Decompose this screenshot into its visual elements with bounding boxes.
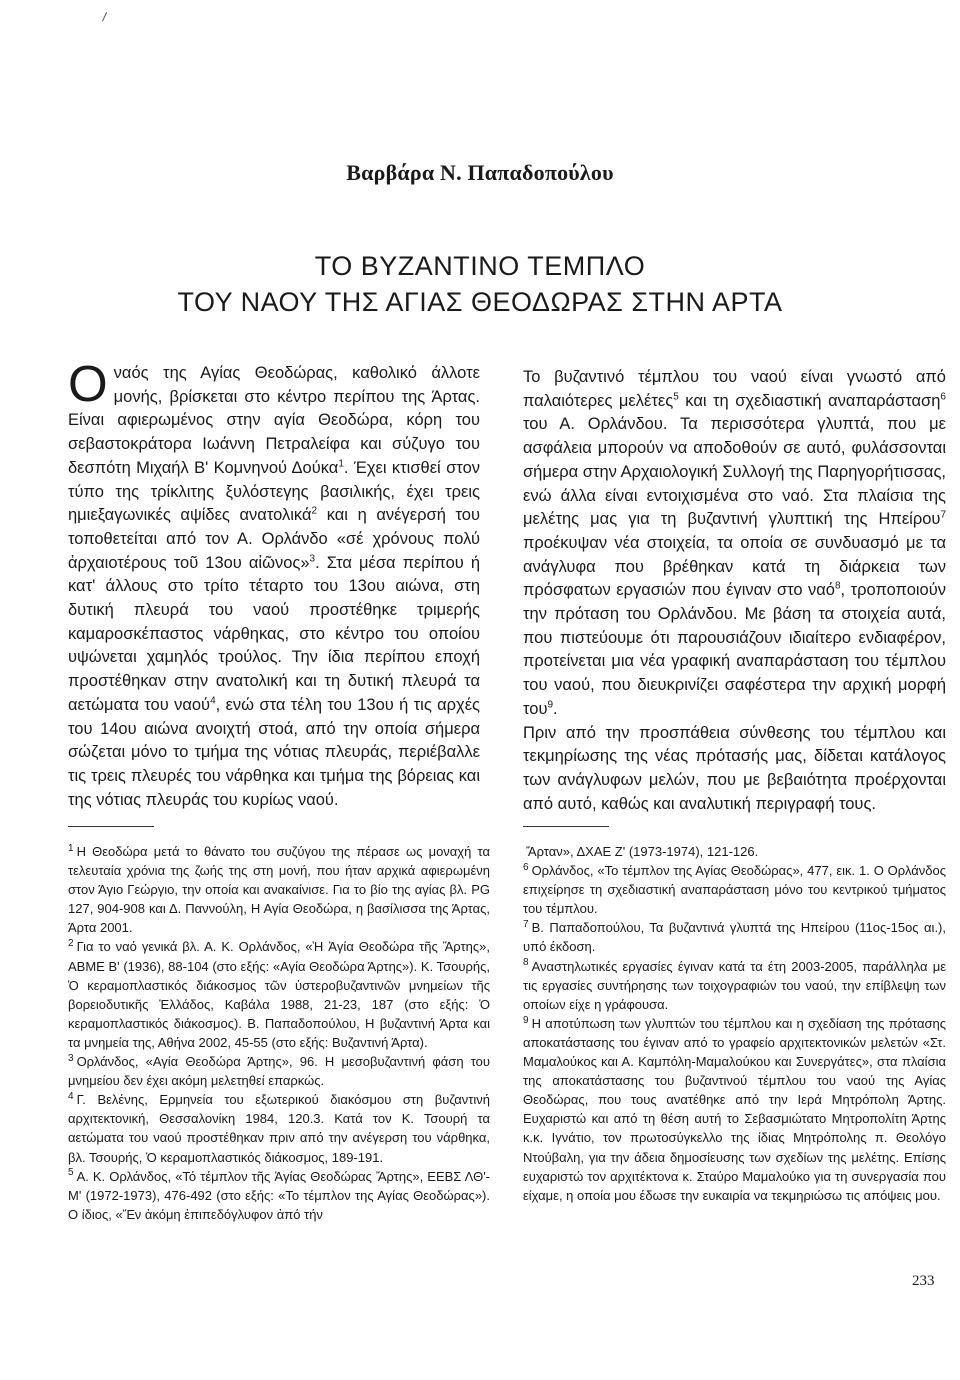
- footnote-ref: 2: [311, 505, 318, 517]
- body-paragraph: [523, 366, 946, 722]
- footnote: [523, 861, 946, 918]
- footnote-number: 5: [68, 1167, 74, 1179]
- footnote-ref: 5: [673, 391, 679, 403]
- footnote: [523, 918, 946, 956]
- body-text: , ενώ στα τέλη του 13ου ή τις αρχές του 14ου αιώνα ανοιχτή στοά, από την οποία σήμερα σώζεται μόνο το τμήμα της νότιας πλευράς, περιέβαλλε τις τρεις πλευρές του νάρθηκα και τμήμα της βόρειας και της νότιας πλευράς του κυρίως ναού.: [68, 695, 481, 809]
- body-paragraph: Πριν από την προσπάθεια σύνθεσης του τέμπλου και τεκμηρίωσης της νέας πρότασής μας, δίδεται κατάλογος των ανάγλυφων μελών, που με βεβαιότητα προέρχονται από αυτό, καθώς και αναλυτική περιγραφή τους.: [523, 723, 946, 813]
- body-text: προέκυψαν νέα στοιχεία, τα οποία σε συνδυασμό με τα ανάγλυφα που βρέθηκαν κατά τη διάρκεια των πρόσφατων εργασιών που έγιναν στο ναό: [523, 533, 946, 600]
- page-number: 233: [912, 1273, 935, 1289]
- footnote: [523, 842, 946, 861]
- footnote-text: Α. Κ. Ορλάνδος, «Τό τέμπλον τῆς Ἁγίας Θεοδώρας Ἄρτης», ΕΕΒΣ ΛΘ'-Μ' (1972-1973), 476-492 (στο εξής: «Το τέμπλον της Αγίας Θεοδώρας»). Ο ίδιος, «Ἔν ἀκόμη ἐπιπεδόγλυφον ἀπό τήν: [68, 1168, 490, 1222]
- footnote: [68, 1052, 490, 1090]
- footnote-text: Αναστηλωτικές εργασίες έγιναν κατά τα έτη 2003-2005, παράλληλα με τις εργασίες συντήρησης των τοιχογραφιών του ναού, την επίβλεψη των οποίων είχε η γράφουσα.: [523, 958, 946, 1012]
- body-text: .: [553, 699, 558, 718]
- footnote-ref: 7: [940, 509, 946, 521]
- body-text: , τροποποιούν την πρόταση του Ορλάνδου. Με βάση τα στοιχεία αυτά, που πιστεύουμε ότι παρουσιάζουν ιδιαίτερο ενδιαφέρον, προτείνεται μια νέα γραφική αναπαράσταση του τέμπλου του ναού, που διευκρινίζει σαφέστερα την αρχική μορφή του: [523, 581, 946, 718]
- footnote-text: Β. Παπαδοπούλου, Τα βυζαντινά γλυπτά της Ηπείρου (11ος-15ος αι.), υπό έκδοση.: [523, 920, 946, 955]
- footnote-text: Ορλάνδος, «Το τέμπλον της Αγίας Θεοδώρας», 477, εικ. 1. Ο Ορλάνδος επιχείρησε τη σχεδιαστική αναπαράσταση μόνο του κεντρικού τμήματος του τέμπλου.: [523, 863, 946, 917]
- footnote-number: 1: [68, 842, 74, 854]
- author-name: Βαρβάρα Ν. Παπαδοπούλου: [346, 160, 614, 185]
- footnote-number: 7: [523, 919, 529, 931]
- footnote-number: 3: [68, 1052, 74, 1064]
- footnote: [523, 1014, 946, 1205]
- footnote-ref: 9: [547, 699, 554, 711]
- body-text: και η ανέγερσή του τοποθετείται από τον Α. Ορλάνδο «σέ χρόνους πολύ ἀρχαιοτέρους τοῦ 13ου αἰῶνος»: [68, 506, 480, 572]
- footnote: [68, 937, 490, 1052]
- footnote: [68, 842, 490, 937]
- body-text: και τη σχεδιαστική αναπαράσταση: [678, 391, 941, 410]
- footnote-ref: 8: [834, 580, 841, 592]
- footnote-text: Ορλάνδος, «Αγία Θεοδώρα Άρτης», 96. Η μεσοβυζαντινή φάση του μνημείου δεν έχει ακόμη μελετηθεί επαρκώς.: [68, 1054, 490, 1089]
- footnote-text: Η αποτύπωση των γλυπτών του τέμπλου και η σχεδίαση της πρότασης αποκατάστασης του έγιναν από το γραφείο αρχιτεκτονικών μελετών «Στ. Μαμαλούκος και Α. Καμπόλη-Μαμαλούκου και Συνεργάτες», στα πλαίσια της αποκατάστασης του βυζαντινού τέμπλου του ναού της Αγίας Θεοδώρας, που τους ανατέθηκε από την Ιερά Μητρόπολη Άρτης. Ευχαριστώ και από τη θέση αυτή το Σεβασμιώτατο Μητροπολίτη Άρτης κ.κ. Ιγνάτιο, τον πρωτοσύγκελλο της ίδιας Μητρόπολης π. Θεολόγο Ντούβαλη, για την άδεια δημοσίευσης των σχεδίων της μελέτης. Επίσης ευχαριστώ τον αρχιτέκτονα κ. Σταύρο Μαμαλούκο για τη συνεργασία που είχαμε, η οποία μου έδωσε την ευκαιρία να τεκμηριώσω τις απόψεις μου.: [523, 1015, 946, 1203]
- body-text: . Στα μέσα περίπου ή κατ' άλλους στο τρίτο τέταρτο του 13ου αιώνα, στη δυτική πλευρά του ναού προστέθηκε τριμερής καμαροσκέπαστος νάρθηκας, στο κέντρο του οποίου υψώνεται χαμηλός τρούλος. Την ίδια περίπου εποχή προστέθηκαν στην ανατολική και τη δυτική πλευρά τα αετώματα του ναού: [68, 553, 481, 714]
- pencil-mark: [102, 12, 108, 22]
- footnote-text: Για το ναό γενικά βλ. Α. Κ. Ορλάνδος, «Ἡ Ἁγία Θεοδώρα τῆς Ἄρτης», ΑΒΜΕ Β' (1936), 88-104 (στο εξής: «Αγία Θεοδώρα Άρτης»). Κ. Τσουρής, Ὁ κεραμοπλαστικός διάκοσμος τῶν ὑστεροβυζαντινῶν μνημείων τῆς βορειοδυτικῆς Ἑλλάδος, Καβάλα 1988, 21-23, 187 (στο εξής: Ὁ κεραμοπλαστικός διάκοσμος). Β. Παπαδοπούλου, Η βυζαντινή Άρτα και τα μνημεία της, Αθήνα 2002, 45-55 (στο εξής: Βυζαντινή Άρτα).: [68, 939, 490, 1050]
- title-line-1: ΤΟ ΒΥΖΑΝΤΙΝΟ ΤΕΜΠΛΟ: [314, 251, 646, 281]
- footnote-text: Ἄρταν», ΔΧΑΕ Ζ' (1973-1974), 121-126.: [526, 844, 759, 859]
- footnote-ref: 1: [338, 458, 344, 470]
- footnote: [68, 1090, 490, 1166]
- footnote-text: Γ. Βελένης, Ερμηνεία του εξωτερικού διακόσμου στη βυζαντινή αρχιτεκτονική, Θεσσαλονίκη 1984, 120.3. Κατά τον Κ. Τσουρή τα αετώματα του ναού προστέθηκαν πριν από την ανέγερση του νάρθηκα, βλ. Τσουρής, Ὁ κεραμοπλαστικός διάκοσμος, 189-191.: [68, 1092, 490, 1165]
- footnote-ref: 6: [940, 391, 946, 403]
- title-line-2: ΤΟΥ ΝΑΟΥ ΤΗΣ ΑΓΙΑΣ ΘΕΟΔΩΡΑΣ ΣΤΗΝ ΑΡΤΑ: [177, 287, 783, 317]
- footnote-number: 8: [523, 957, 529, 969]
- footnote-text: Η Θεοδώρα μετά το θάνατο του συζύγου της πέρασε ως μοναχή τα τελευταία χρόνια της ζωής της στη μονή, που ήταν αρχικά αφιερωμένη στον Άγιο Γεώργιο, την οποία και ανακαίνισε. Για το βίο της αγίας βλ. PG 127, 904-908 και Δ. Παννούλη, Η Αγία Θεοδώρα, η βασίλισσα της Άρτας, Άρτα 2001.: [68, 844, 490, 936]
- drop-cap: Ο: [68, 355, 108, 412]
- footnote-number: 9: [523, 1014, 529, 1026]
- body-paragraph: [68, 355, 481, 812]
- footnote: [523, 957, 946, 1014]
- footnote-number: 6: [523, 861, 529, 873]
- footnote-rule: [68, 826, 154, 827]
- article-title: [0, 248, 960, 320]
- footnote-number: 2: [68, 938, 74, 950]
- body-text: Το βυζαντινό τέμπλου του ναού είναι γνωστό από παλαιότερες μελέτες: [523, 368, 946, 410]
- body-column-left: [68, 355, 481, 812]
- body-text: ναός της Αγίας Θεοδώρας, καθολικό άλλοτε μονής, βρίσκεται στο κέντρο περίπου της Άρτας. Είναι αφιερωμένος στην αγία Θεοδώρα, κόρη του σεβαστοκράτορα Ιωάννη Πετραλείφα και σύζυγο του δεσπότη Μιχαήλ Β' Κομνηνού Δούκα: [68, 364, 480, 477]
- footnote-ref: 3: [309, 553, 316, 565]
- footnote: [68, 1167, 490, 1224]
- footnotes-column-right: [523, 842, 946, 1205]
- body-column-right: [523, 366, 946, 816]
- footnote-number: 4: [68, 1090, 74, 1102]
- footnote-rule: [523, 826, 609, 827]
- body-text: του Α. Ορλάνδου. Τα περισσότερα γλυπτά, που με ασφάλεια μπορούν να αποδοθούν σε αυτό, φυλάσσονται σήμερα στην Αρχαιολογική Συλλογή της Παρηγορήτισσας, ενώ άλλα είναι εντοιχισμένα στο ναό. Στα πλαίσια της μελέτης μας για τη βυζαντινή γλυπτική της Ηπείρου: [523, 415, 946, 529]
- footnote-ref: 4: [210, 695, 216, 707]
- footnotes-column-left: [68, 842, 490, 1224]
- body-text: . Έχει κτισθεί στον τύπο της τρίκλιτης ξυλόστεγης βασιλικής, έχει τρεις ημιεξαγωνικές αψίδες ανατολικά: [68, 458, 481, 525]
